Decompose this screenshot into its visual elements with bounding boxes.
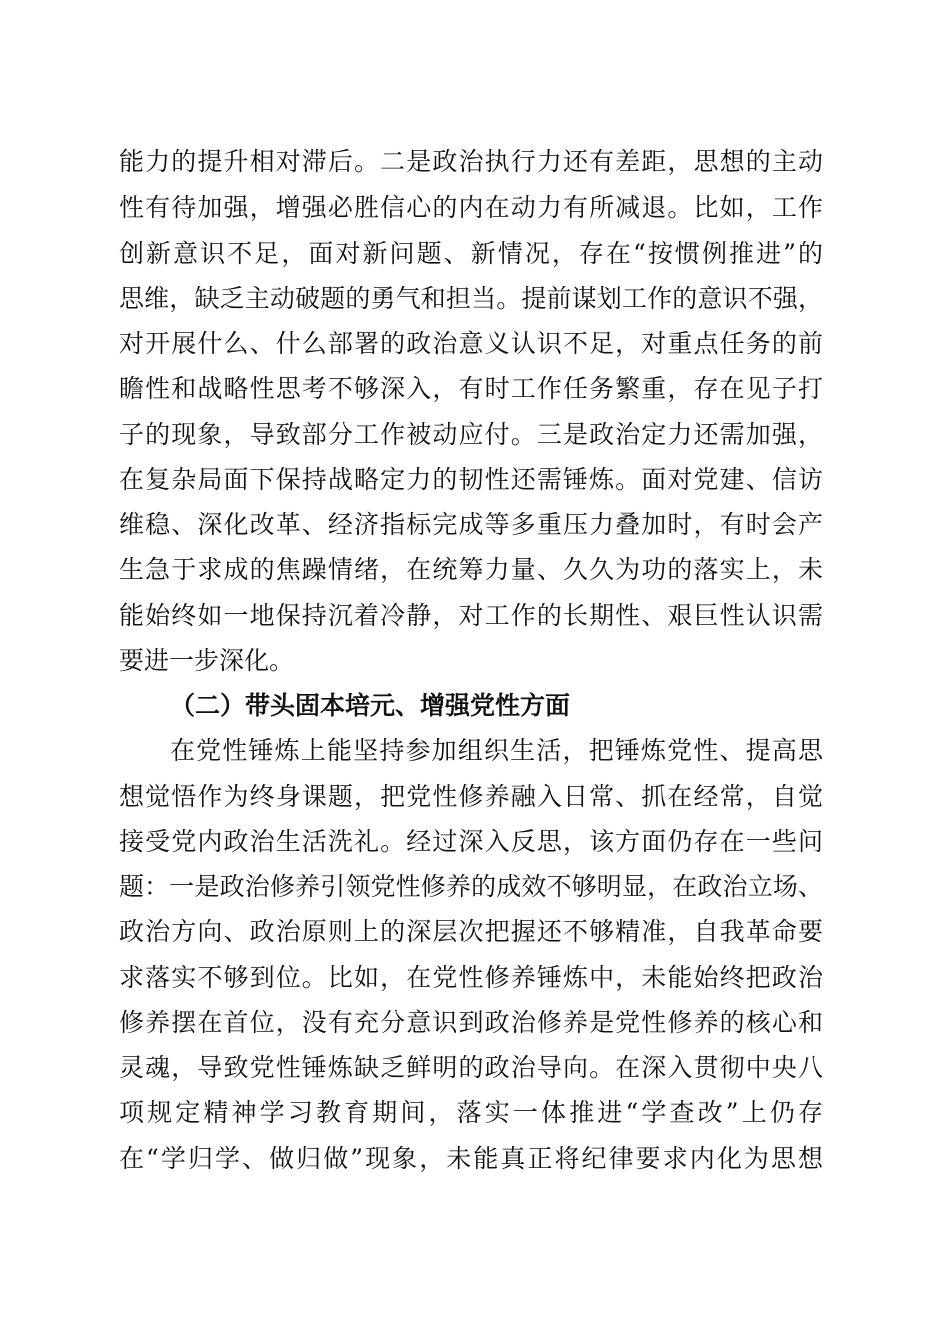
text-line-20: 修养摆在首位，没有充分意识到政治修养是党性修养的核心和: [119, 1008, 823, 1037]
text-line-3: 创新意识不足，面对新问题、新情况，存在“按惯例推进”的: [119, 239, 823, 268]
text-line-16: 接受党内政治生活洗礼。经过深入反思，该方面仍存在一些问: [119, 827, 823, 856]
text-line-7: 子的现象，导致部分工作被动应付。三是政治定力还需加强，: [119, 420, 823, 449]
paragraph-first-line: 在党性锤炼上能坚持参加组织生活，把锤炼党性、提高思: [170, 736, 823, 765]
text-line-8: 在复杂局面下保持战略定力的韧性还需锤炼。面对党建、信访: [119, 465, 823, 494]
text-line-5: 对开展什么、什么部署的政治意义认识不足，对重点任务的前: [119, 329, 823, 358]
text-line-17: 题：一是政治修养引领党性修养的成效不够明显，在政治立场、: [119, 872, 823, 901]
text-line-23: 在“学归学、做归做”现象，未能真正将纪律要求内化为思想: [119, 1144, 823, 1173]
text-line-4: 思维，缺乏主动破题的勇气和担当。提前谋划工作的意识不强，: [119, 284, 823, 313]
text-line-15: 想觉悟作为终身课题，把党性修养融入日常、抓在经常，自觉: [119, 782, 823, 811]
text-line-9: 维稳、深化改革、经济指标完成等多重压力叠加时，有时会产: [119, 510, 823, 539]
text-line-19: 求落实不够到位。比如，在党性修养锤炼中，未能始终把政治: [119, 963, 823, 992]
text-line-10: 生急于求成的焦躁情绪，在统筹力量、久久为功的落实上，未: [119, 555, 823, 584]
text-line-11: 能始终如一地保持沉着冷静，对工作的长期性、艰巨性认识需: [119, 601, 823, 630]
text-line-18: 政治方向、政治原则上的深层次把握还不够精准，自我革命要: [119, 917, 823, 946]
text-line-6: 瞻性和战略性思考不够深入，有时工作任务繁重，存在见子打: [119, 374, 823, 403]
text-line-1: 能力的提升相对滞后。二是政治执行力还有差距，思想的主动: [119, 147, 823, 176]
text-line-21: 灵魂，导致党性锤炼缺乏鲜明的政治导向。在深入贯彻中央八: [119, 1053, 823, 1082]
text-line-12: 要进一步深化。: [119, 646, 295, 675]
section-heading: （二）带头固本培元、增强党性方面: [170, 691, 571, 720]
text-line-2: 性有待加强，增强必胜信心的内在动力有所减退。比如，工作: [119, 193, 823, 222]
text-line-22: 项规定精神学习教育期间，落实一体推进“学查改”上仍存: [119, 1098, 823, 1127]
